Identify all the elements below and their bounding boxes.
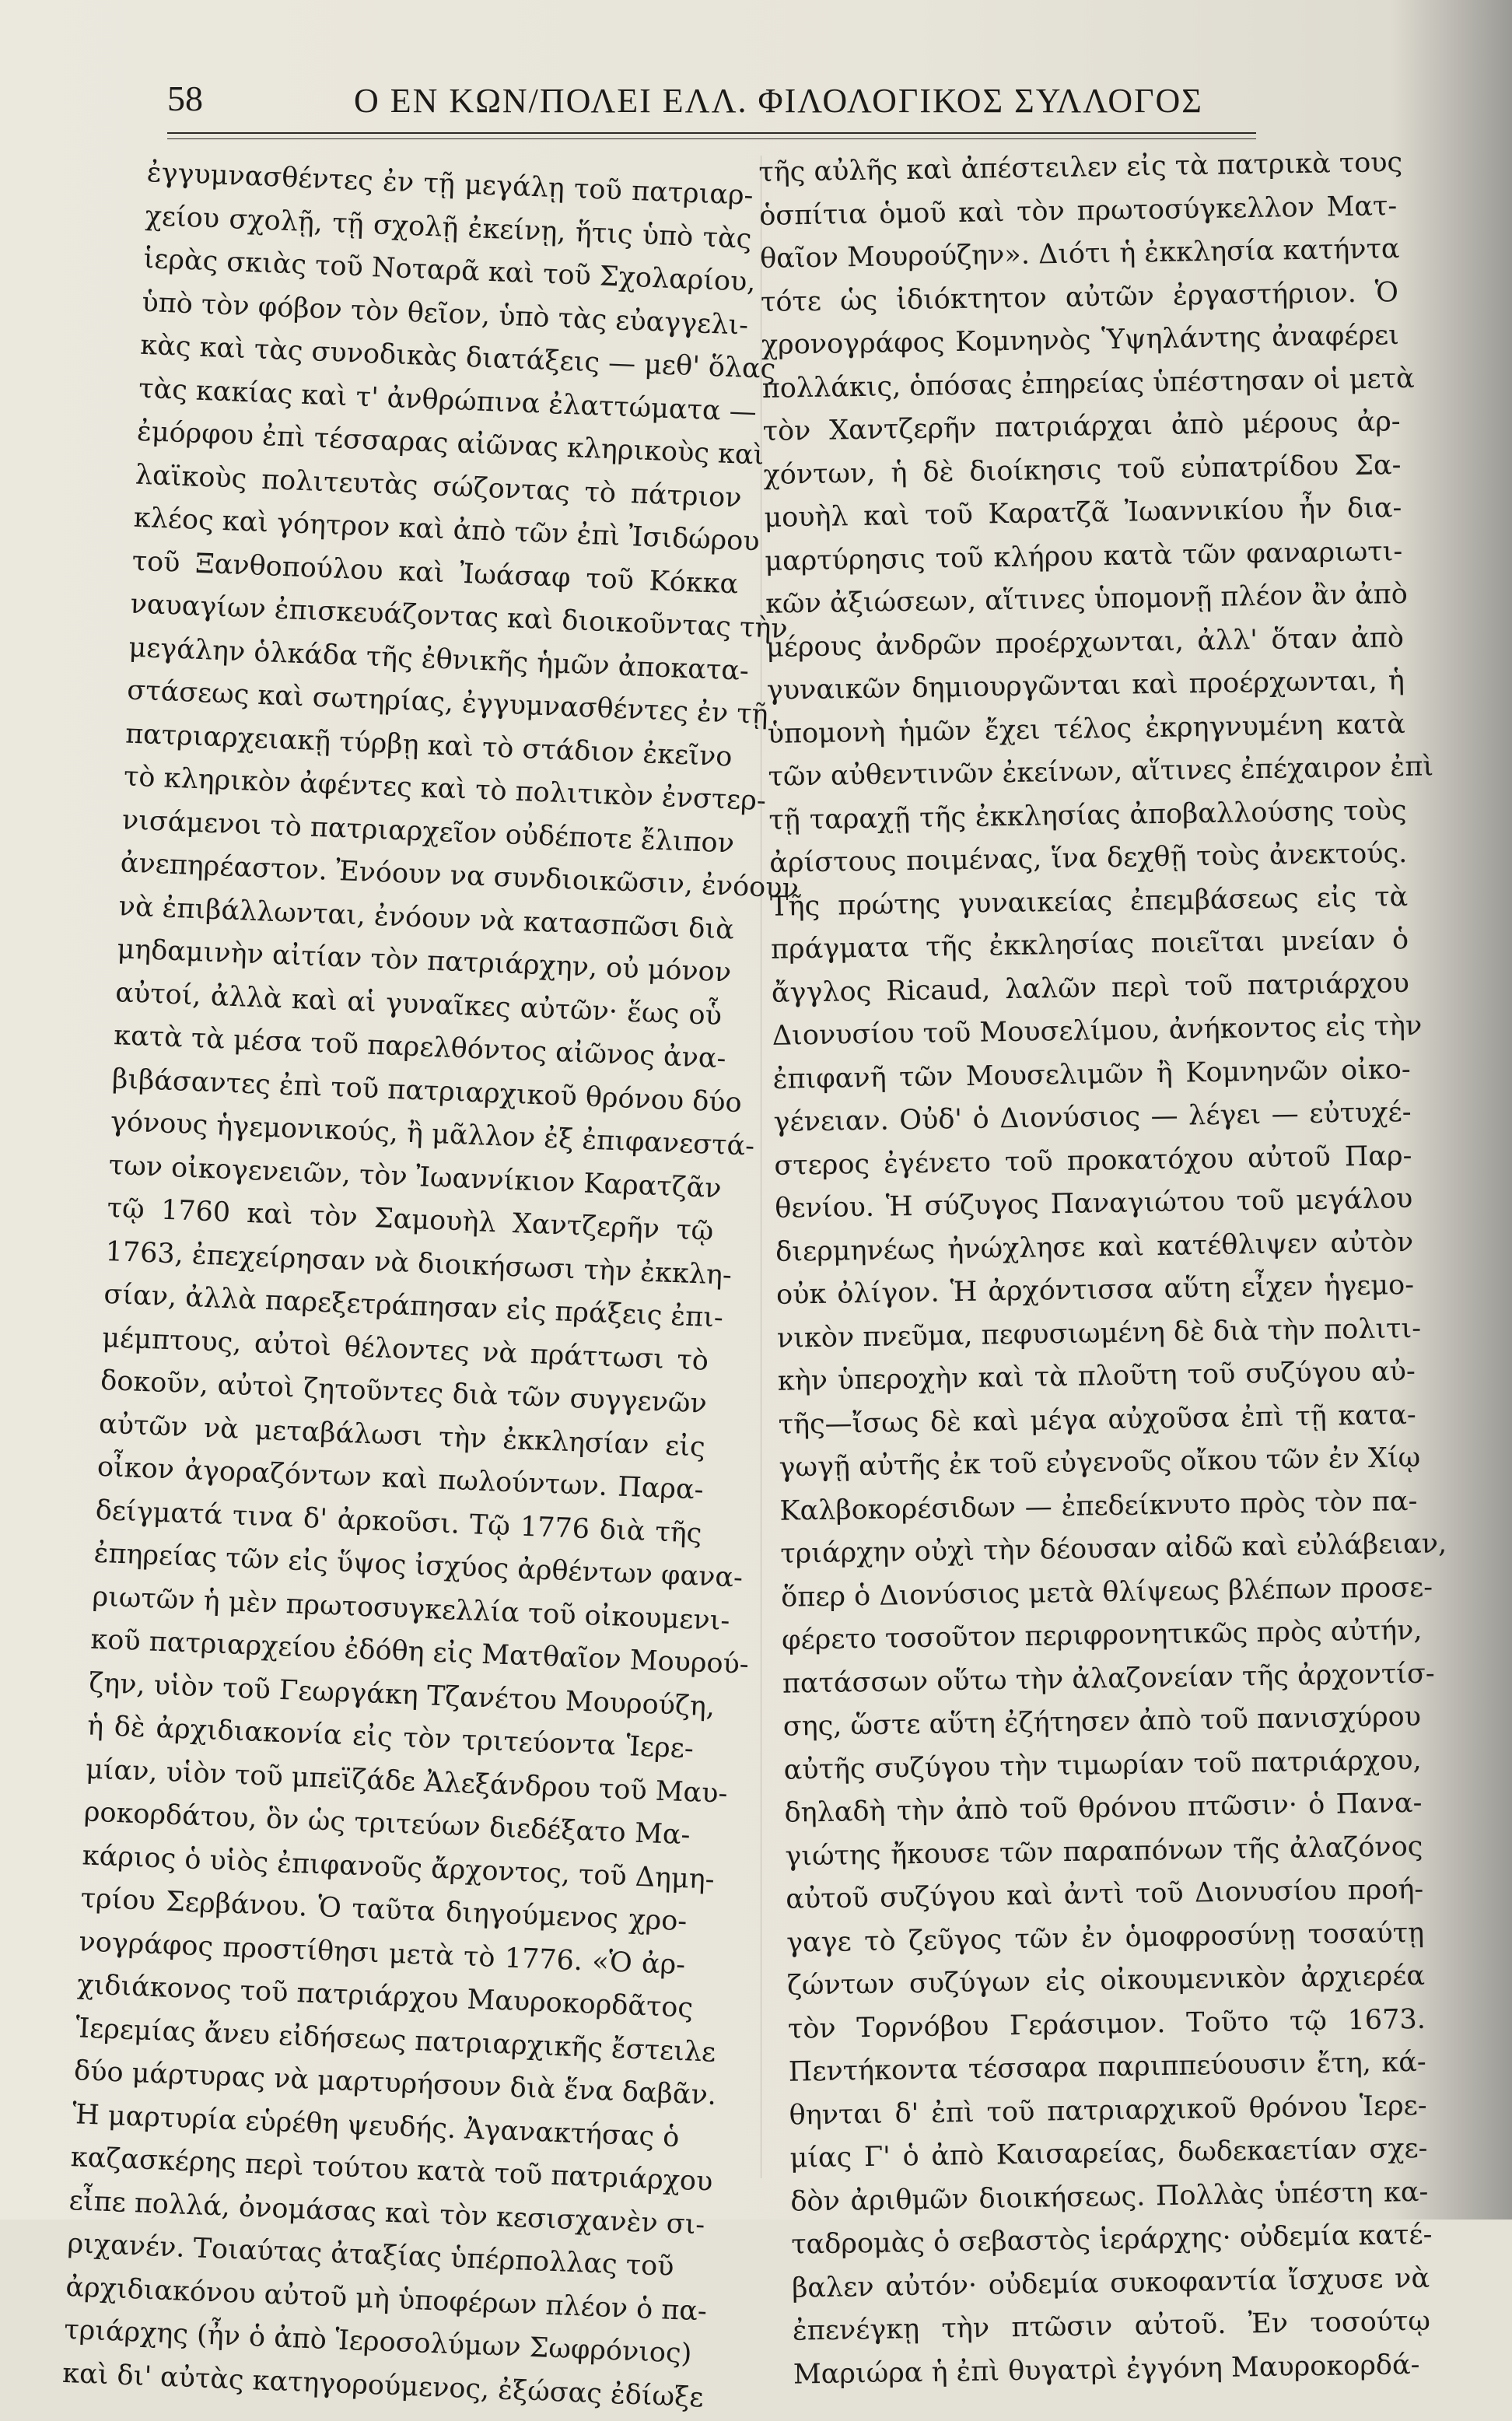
text-line: Τῆς πρώτης γυναικείας ἐπεμβάσεως εἰς τὰ xyxy=(769,881,1409,923)
text-line: γωγῇ αὐτῆς ἐκ τοῦ εὐγενοῦς οἴκου τῶν ἐν Χίῳ xyxy=(779,1442,1421,1484)
text-line: ὁσπίτια ὁμοῦ καὶ τὸν πρωτοσύγκελλον Ματ- xyxy=(758,190,1398,232)
text-line: κοῦ πατριαρχείου ἐδόθη εἰς Ματθαῖον Μουρού- xyxy=(89,1624,750,1681)
text-line: γαγε τὸ ζεῦγος τῶν ἐν ὁμοφροσύνῃ τοσαύτῃ xyxy=(786,1917,1425,1959)
text-line: διερμηνέως ἠνώχλησε καὶ κατέθλιψεν αὐτὸν xyxy=(775,1226,1414,1268)
text-line: ἐπενέγκῃ τὴν πτῶσιν αὐτοῦ. Ἐν τοσούτῳ xyxy=(792,2305,1431,2347)
text-line: ἐμόρφου ἐπὶ τέσσαρας αἰῶνας κληρικοὺς καὶ xyxy=(136,415,765,471)
text-line: αὐτῶν νὰ μεταβάλωσι τὴν ἐκκλησίαν εἰς xyxy=(98,1408,706,1463)
text-line: θηνται δ' ἐπὶ τοῦ πατριαρχικοῦ θρόνου Ἱερε- xyxy=(789,2090,1427,2132)
text-line: δοκοῦν, αὐτοὶ ζητοῦντες διὰ τῶν συγγενῶν xyxy=(100,1365,708,1420)
text-line: δὸν ἀριθμῶν διοικήσεως. Πολλὰς ὑπέστη κα- xyxy=(790,2176,1429,2218)
text-line: αὐτῆς συζύγου τὴν τιμωρίαν τοῦ πατριάρχου, xyxy=(783,1744,1422,1786)
text-line: κλέος καὶ γόητρον καὶ ἀπὸ τῶν ἐπὶ Ἰσιδώρου xyxy=(133,502,761,558)
text-line: αὐτοῦ συζύγου καὶ ἀντὶ τοῦ Διονυσίου προή- xyxy=(785,1873,1424,1915)
text-line: ριχανέν. Τοιαύτας ἀταξίας ὑπέρπολλας τοῦ xyxy=(66,2228,675,2283)
text-line: Καλβοκορέσιδων — ἐπεδείκνυτο πρὸς τὸν πα- xyxy=(779,1485,1418,1527)
text-line: ριωτῶν ἡ μὲν πρωτοσυγκελλία τοῦ οἰκουμενι- xyxy=(91,1581,731,1637)
text-line: βιβάσαντες ἐπὶ τοῦ πατριαρχικοῦ θρόνου δύο xyxy=(111,1063,743,1119)
text-line: πράγματα τῆς ἐκκλησίας ποιεῖται μνείαν ὁ xyxy=(770,923,1409,965)
text-line: στερος ἐγένετο τοῦ προκατόχου αὐτοῦ Παρ- xyxy=(774,1140,1412,1182)
text-line: τῇ ταραχῇ τῆς ἐκκλησίας ἀποβαλλούσης τοὺς xyxy=(768,794,1407,836)
text-line: τρίου Σερβάνου. Ὁ ταῦτα διηγούμενος χρο- xyxy=(79,1883,688,1938)
text-line: μαρτύρησις τοῦ κλήρου κατὰ τῶν φαναριωτι- xyxy=(764,535,1403,577)
text-line: τότε ὡς ἰδιόκτητον αὐτῶν ἐργαστήριον. Ὁ xyxy=(760,276,1399,318)
text-line: σίαν, ἀλλὰ παρεξετράπησαν εἰς πράξεις ἐπι- xyxy=(103,1278,724,1334)
text-line: πολλάκις, ὁπόσας ἐπηρείας ὑπέστησαν οἱ μετὰ xyxy=(761,363,1415,405)
text-line: μηδαμινὴν αἰτίαν τὸν πατριάρχην, οὐ μόνον xyxy=(116,934,732,989)
text-line: μέρους ἀνδρῶν προέρχωνται, ἀλλ' ὅταν ἀπὸ xyxy=(765,622,1405,664)
text-line: ταδρομὰς ὁ σεβαστὸς ἱεράρχης· οὐδεμία κατέ- xyxy=(790,2219,1433,2261)
text-line: σης, ὥστε αὕτη ἐζήτησεν ἀπὸ τοῦ πανισχύρου xyxy=(782,1701,1422,1743)
text-line: κὰς καὶ τὰς συνοδικὰς διατάξεις — μεθ' ὅλας xyxy=(139,329,777,386)
text-line: ἐγγυμνασθέντες ἐν τῇ μεγάλῃ τοῦ πατριαρ- xyxy=(146,156,754,212)
text-line: γυναικῶν δημιουργῶνται καὶ προέρχωνται, ἡ xyxy=(766,665,1405,706)
text-line: καζασκέρης περὶ τούτου κατὰ τοῦ πατριάρχου xyxy=(70,2142,714,2198)
text-line: τοῦ Ξανθοπούλου καὶ Ἰωάσαφ τοῦ Κόκκα xyxy=(131,545,739,601)
text-line: ἀνεπηρέαστον. Ἐνόουν να συνδιοικῶσιν, ἐνόουν xyxy=(120,847,800,905)
text-line: ναυαγίων ἐπισκευάζοντας καὶ διοικοῦντας τὴν xyxy=(129,588,789,646)
text-line: των οἰκογενειῶν, τὸν Ἰωαννίκιον Καρατζᾶν xyxy=(108,1149,723,1204)
text-line: λαϊκοὺς πολιτευτὰς σώζοντας τὸ πάτριον xyxy=(135,459,743,514)
text-line: ζην, υἱὸν τοῦ Γεωργάκη Τζανέτου Μουρούζη, xyxy=(88,1667,716,1722)
text-line: Ἱερεμίας ἄνευ εἰδήσεως πατριαρχικῆς ἔστειλε xyxy=(75,2012,716,2069)
text-line: ἀρχιδιακόνου αὐτοῦ μὴ ὑποφέρων πλέον ὁ πα- xyxy=(65,2271,708,2328)
text-line: νισάμενοι τὸ πατριαρχεῖον οὐδέποτε ἔλιπον xyxy=(121,804,735,860)
text-line: ὅπερ ὁ Διονύσιος μετὰ θλίψεως βλέπων προσε- xyxy=(780,1571,1433,1613)
text-line: καὶ δι' αὐτὰς κατηγορούμενος, ἐξώσας ἐδίωξε xyxy=(61,2357,705,2414)
text-line: Μαριώρα ἡ ἐπὶ θυγατρὶ ἐγγόνη Μαυροκορδά- xyxy=(793,2349,1420,2391)
text-line: μουὴλ καὶ τοῦ Καρατζᾶ Ἰωαννικίου ἦν δια- xyxy=(764,492,1402,534)
text-line: δηλαδὴ τὴν ἀπὸ τοῦ θρόνου πτῶσιν· ὁ Πανα- xyxy=(784,1787,1423,1829)
text-line: οὐκ ὀλίγον. Ἡ ἀρχόντισσα αὕτη εἶχεν ἡγεμο- xyxy=(775,1269,1415,1311)
text-line: τῆς αὐλῆς καὶ ἀπέστειλεν εἰς τὰ πατρικὰ τους xyxy=(758,146,1403,188)
text-line: νὰ ἐπιβάλλωνται, ἐνόουν νὰ κατασπῶσι διὰ xyxy=(117,890,735,946)
left-text-column xyxy=(61,152,800,2414)
text-line: τὰς κακίας καὶ τ' ἀνθρώπινα ἐλαττώματα — xyxy=(138,373,758,428)
text-line: ροκορδάτου, ὃν ὡς τριτεύων διεδέξατο Μα- xyxy=(83,1796,691,1852)
text-line: θενίου. Ἡ σύζυγος Παναγιώτου τοῦ μεγάλου xyxy=(775,1182,1413,1225)
text-line: πατάσσων οὕτω τὴν ἀλαζονείαν τῆς ἀρχοντίσ- xyxy=(782,1658,1435,1700)
text-line: δύο μάρτυρας νὰ μαρτυρήσουν διὰ ἕνα δαβᾶν. xyxy=(73,2055,717,2111)
text-line: ἱερὰς σκιὰς τοῦ Νοταρᾶ καὶ τοῦ Σχολαρίου, xyxy=(142,243,757,299)
text-line: γόνους ἡγεμονικούς, ἢ μᾶλλον ἐξ ἐπιφανεστά- xyxy=(110,1106,755,1162)
text-line: αὐτοί, ἀλλὰ καὶ αἱ γυναῖκες αὐτῶν· ἕως οὗ xyxy=(114,976,723,1032)
text-line: θαῖον Μουρούζην». Διότι ἡ ἐκκλησία κατήντα xyxy=(759,233,1400,275)
text-line: δείγματά τινα δ' ἀρκοῦσι. Τῷ 1776 διὰ τῆς xyxy=(95,1494,703,1550)
text-line: χρονογράφος Κομνηνὸς Ὑψηλάντης ἀναφέρει xyxy=(761,320,1400,361)
text-line: Ἡ μαρτυρία εὑρέθη ψευδής. Ἀγανακτήσας ὁ xyxy=(72,2098,681,2153)
text-line: χείου σχολῇ, τῇ σχολῇ ἐκείνῃ, ἥτις ὑπὸ τὰς xyxy=(145,200,753,255)
text-line: τῆς—ἴσως δὲ καὶ μέγα αὐχοῦσα ἐπὶ τῇ κατα- xyxy=(778,1399,1416,1441)
text-line: τριάρχης (ἦν ὁ ἀπὸ Ἱεροσολύμων Σωφρόνιος) xyxy=(63,2314,693,2370)
text-line: κάριος ὁ υἱὸς ἐπιφανοῦς ἄρχοντος, τοῦ Δημη- xyxy=(82,1839,716,1896)
header-rule-thin xyxy=(167,138,1256,139)
text-line: ἀρίστους ποιμένας, ἵνα δεχθῇ τοὺς ἀνεκτούς. xyxy=(769,838,1408,879)
text-line: φέρετο τοσοῦτον περιφρονητικῶς πρὸς αὐτήν, xyxy=(781,1614,1423,1656)
text-line: μίας Γ' ὁ ἀπὸ Καισαρείας, δωδεκαετίαν σχε- xyxy=(789,2132,1428,2174)
text-line: κατὰ τὰ μέσα τοῦ παρελθόντος αἰῶνος ἀνα- xyxy=(113,1020,727,1075)
text-line: γένειαν. Οὐδ' ὁ Διονύσιος — λέγει — εὐτυχέ- xyxy=(773,1096,1412,1138)
text-line: ἐπιφανῆ τῶν Μουσελιμῶν ἢ Κομνηνῶν οἰκο- xyxy=(772,1053,1411,1095)
text-line: μεγάλην ὁλκάδα τῆς ἐθνικῆς ἡμῶν ἀποκατα- xyxy=(128,632,750,687)
header-rule xyxy=(167,132,1256,134)
text-line: ὑπὸ τὸν φόβον τὸν θεῖον, ὑπὸ τὰς εὐαγγελι- xyxy=(141,286,749,342)
text-line: νογράφος προστίθησι μετὰ τὸ 1776. «Ὁ ἀρ- xyxy=(78,1925,686,1981)
text-line: χόντων, ἡ δὲ διοίκησις τοῦ εὐπατρίδου Σα- xyxy=(763,449,1402,491)
text-line: κῶν ἀξιώσεων, αἵτινες ὑπομονῇ πλέον ἂν ἀπὸ xyxy=(765,578,1409,620)
text-line: ζώντων συζύγων εἰς οἰκουμενικὸν ἀρχιερέα xyxy=(786,1960,1426,2002)
text-line: ἡ δὲ ἀρχιδιακονία εἰς τὸν τριτεύοντα Ἱερε- xyxy=(86,1710,695,1765)
right-text-column xyxy=(758,142,1447,2391)
text-line: εἶπε πολλά, ὀνομάσας καὶ τὸν κεσισχανὲν σι- xyxy=(68,2185,705,2241)
text-line: χιδιάκονος τοῦ πατριάρχου Μαυροκορδᾶτος xyxy=(76,1969,694,2024)
text-line: μίαν, υἱὸν τοῦ μπεϊζάδε Ἀλεξάνδρου τοῦ Μαυ- xyxy=(85,1753,729,1810)
running-title: Ο ΕΝ ΚΩΝ/ΠΟΛΕΙ ΕΛΛ. ΦΙΛΟΛΟΓΙΚΟΣ ΣΥΛΛΟΓΟΣ xyxy=(354,82,1203,120)
page-number: 58 xyxy=(167,79,203,118)
text-line: πατριαρχειακῇ τύρβῃ καὶ τὸ στάδιον ἐκεῖνο xyxy=(124,717,733,773)
text-line: ἐπηρείας τῶν εἰς ὕψος ἰσχύος ἀρθέντων φανα- xyxy=(93,1537,744,1594)
text-line: νικὸν πνεῦμα, πεφυσιωμένη δὲ διὰ τὴν πολιτι- xyxy=(776,1312,1422,1354)
text-line: μέμπτους, αὐτοὶ θέλοντες νὰ πράττωσι τὸ xyxy=(101,1322,709,1377)
text-line: ἄγγλος Ricaud, λαλῶν περὶ τοῦ πατριάρχου xyxy=(771,967,1410,1009)
text-line: τὸν Τορνόβου Γεράσιμον. Τοῦτο τῷ 1673. xyxy=(787,2003,1426,2045)
page-header xyxy=(167,78,1237,132)
text-line: κὴν ὑπεροχὴν καὶ τὰ πλοῦτη τοῦ συζύγου αὐ- xyxy=(777,1355,1416,1397)
text-line: στάσεως καὶ σωτηρίας, ἐγγυμνασθέντες ἐν τῇ xyxy=(126,674,769,731)
text-line: τριάρχην οὐχὶ τὴν δέουσαν αἰδῶ καὶ εὐλάβειαν, xyxy=(780,1528,1447,1570)
text-line: τὸν Χαντζερῆν πατριάρχαι ἀπὸ μέρους ἀρ- xyxy=(762,406,1401,447)
text-line: ὑπομονὴ ἡμῶν ἔχει τέλος ἐκρηγνυμένη κατὰ xyxy=(767,708,1405,750)
text-line: τὸ κληρικὸν ἀφέντες καὶ τὸ πολιτικὸν ἐνστερ- xyxy=(123,761,767,818)
text-line: 1763, ἐπεχείρησαν νὰ διοικήσωσι τὴν ἐκκλη- xyxy=(104,1235,733,1291)
text-line: τῷ 1760 καὶ τὸν Σαμουὴλ Χαντζερῆν τῷ xyxy=(107,1193,715,1247)
text-line: Διονυσίου τοῦ Μουσελίμου, ἀνήκοντος εἰς τὴν xyxy=(772,1010,1423,1052)
text-line: γιώτης ἤκουσε τῶν παραπόνων τῆς ἀλαζόνος xyxy=(785,1831,1423,1873)
text-line: οἶκον ἀγοραζόντων καὶ πωλούντων. Παρα- xyxy=(96,1451,705,1506)
text-line: Πεντήκοντα τέσσαρα παριππεύουσιν ἔτη, κά- xyxy=(788,2046,1426,2088)
text-line: τῶν αὐθεντινῶν ἐκείνων, αἵτινες ἐπέχαιρον ἐπὶ xyxy=(768,751,1434,793)
text-line: βαλεν αὐτόν· οὐδεμία συκοφαντία ἴσχυσε νὰ xyxy=(791,2262,1430,2304)
